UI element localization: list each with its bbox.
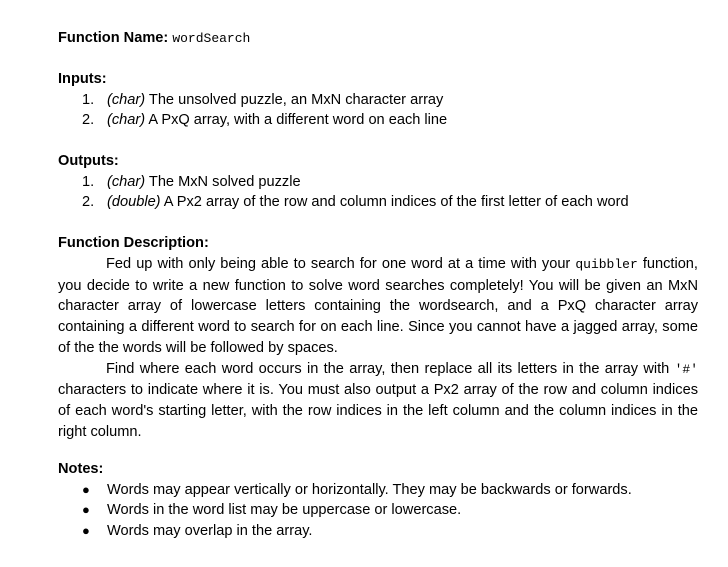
inputs-heading: Inputs:: [58, 71, 107, 87]
output-item-2-type: (double): [107, 194, 161, 210]
description-p1-text-b: function, you decide to write a new function to solve word searches completely! You will be given an MxN character array of lowercase letters containing the wordsearch, and a PxQ character array containing a different word to search for on each line. Since you cannot have a jagged array, some of the the words will be followed by spaces.: [58, 256, 698, 356]
outputs-heading: Outputs:: [58, 153, 119, 169]
input-item-2: [82, 110, 447, 130]
input-item-1: [82, 90, 443, 110]
output-item-2-text: A Px2 array of the row and column indices of the first letter of each word: [163, 194, 629, 210]
input-item-2-type: (char): [107, 112, 146, 128]
description-p2-text-a: Find where each word occurs in the array, then replace all its letters in the array with: [106, 360, 675, 377]
function-name-value: wordSearch: [172, 31, 251, 46]
output-item-1-text: The MxN solved puzzle: [148, 174, 301, 190]
description-p2-code: '#': [674, 361, 698, 377]
note-item-1-text: Words may appear vertically or horizontally. They may be backwards or forwards.: [107, 482, 632, 498]
output-item-1: [82, 172, 301, 192]
description-paragraph-2: [58, 359, 698, 443]
notes-heading: Notes:: [58, 461, 104, 477]
output-item-1-type: (char): [107, 174, 146, 190]
input-item-1-type: (char): [107, 92, 146, 108]
note-item-3-text: Words may overlap in the array.: [107, 523, 313, 539]
description-p2-text-b: characters to indicate where it is. You must also output a Px2 array of the row and column indices of each word's starting letter, with the row indices in the left column and the column indices in the right column.: [58, 382, 698, 440]
input-item-2-text: A PxQ array, with a different word on each line: [148, 112, 448, 128]
output-item-1-number: 1.: [82, 174, 95, 190]
input-item-1-number: 1.: [82, 92, 95, 108]
description-heading: Function Description:: [58, 235, 209, 251]
input-item-1-text: The unsolved puzzle, an MxN character array: [148, 92, 444, 108]
description-body: [58, 254, 698, 442]
output-item-2-number: 2.: [82, 194, 95, 210]
note-item-3: [82, 521, 312, 541]
output-item-2: [82, 192, 629, 212]
note-item-2-text: Words in the word list may be uppercase or lowercase.: [107, 502, 462, 518]
function-name-label: Function Name:: [58, 30, 169, 46]
description-p1-code: quibbler: [575, 257, 638, 272]
note-item-2: [82, 500, 461, 520]
bullet-icon: ●: [82, 523, 90, 538]
description-paragraph-1: [58, 254, 698, 359]
description-p1-text-a: Fed up with only being able to search for one word at a time with your: [106, 256, 576, 272]
function-name-line: [58, 28, 250, 49]
bullet-icon: ●: [82, 482, 90, 497]
input-item-2-number: 2.: [82, 112, 95, 128]
note-item-1: [82, 480, 632, 500]
bullet-icon: ●: [82, 502, 90, 517]
